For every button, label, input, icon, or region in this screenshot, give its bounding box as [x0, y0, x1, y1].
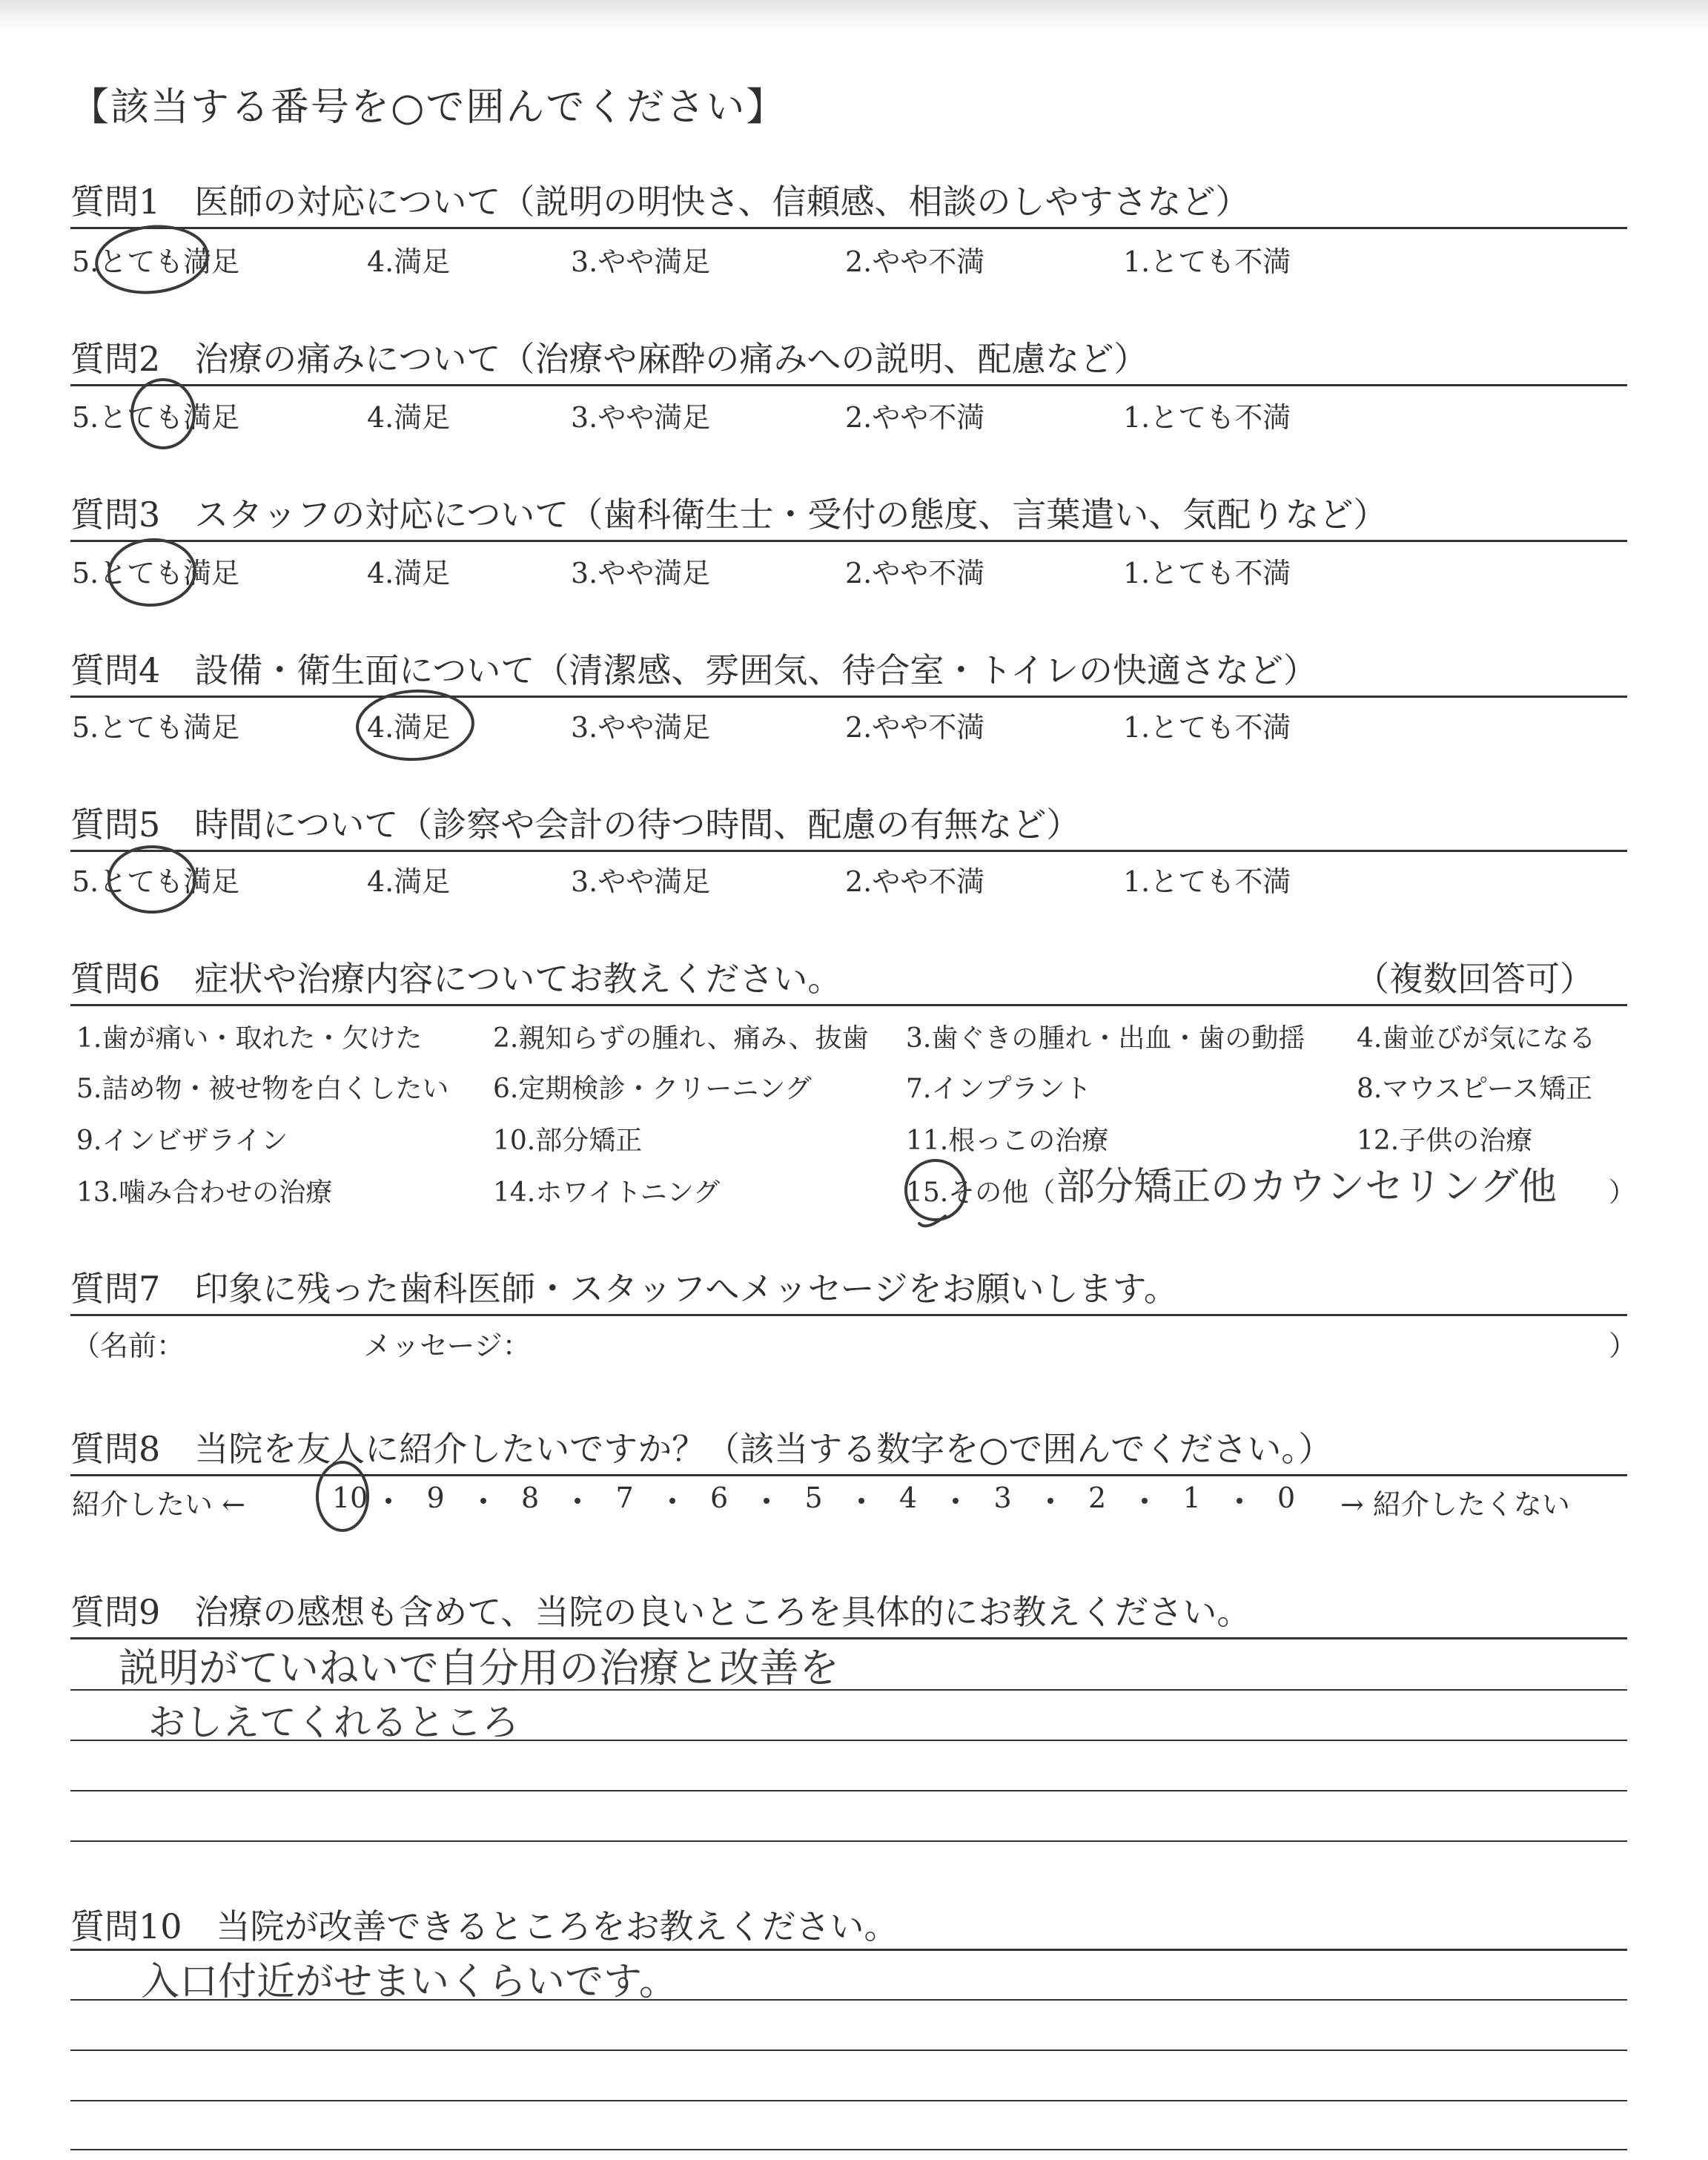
q3-option-5[interactable]: 5.とても満足 — [72, 557, 240, 589]
q6-option-4[interactable]: 4.歯並びが気になる — [1357, 1023, 1596, 1054]
q8-scale-separator — [669, 1498, 675, 1504]
q10-answer-line-1: 入口付近がせまいくらいです。 — [141, 1960, 678, 2004]
q5-option-1[interactable]: 1.とても不満 — [1123, 865, 1291, 898]
question-7-label: 質問7 印象に残った歯科医師・スタッフへメッセージをお願いします。 — [70, 1269, 1178, 1309]
q5-option-5[interactable]: 5.とても満足 — [72, 865, 240, 898]
q8-scale-separator — [764, 1498, 769, 1504]
q6-other-handwritten: 部分矯正のカウンセリング他 — [1056, 1165, 1557, 1209]
q6-other-close-paren: ） — [1609, 1178, 1636, 1208]
q8-right-label: → 紹介したくない — [1340, 1488, 1570, 1521]
q5-option-4[interactable]: 4.満足 — [367, 865, 451, 898]
q6-option-14[interactable]: 14.ホワイトニング — [493, 1178, 721, 1208]
q2-option-4[interactable]: 4.満足 — [367, 401, 451, 434]
q5-option-2[interactable]: 2.やや不満 — [845, 865, 985, 898]
q8-scale-1[interactable]: 1 — [1182, 1482, 1201, 1514]
q6-option-3[interactable]: 3.歯ぐきの腫れ・出血・歯の動揺 — [906, 1023, 1305, 1054]
q4-option-1[interactable]: 1.とても不満 — [1123, 711, 1291, 744]
question-10-label: 質問10 当院が改善できるところをお教えください。 — [70, 1906, 898, 1946]
q6-option-11[interactable]: 11.根っこの治療 — [906, 1126, 1109, 1156]
q6-option-8[interactable]: 8.マウスピース矯正 — [1357, 1074, 1593, 1104]
q8-scale-separator — [953, 1498, 959, 1504]
q8-scale-0[interactable]: 0 — [1277, 1482, 1296, 1514]
question-6-rule — [70, 1004, 1627, 1006]
question-7-rule — [70, 1314, 1627, 1316]
q8-left-label: 紹介したい ← — [72, 1488, 245, 1521]
q6-option-6[interactable]: 6.定期検診・クリーニング — [493, 1074, 812, 1104]
q6-option-5[interactable]: 5.詰め物・被せ物を白くしたい — [76, 1074, 449, 1104]
q6-option-1[interactable]: 1.歯が痛い・取れた・欠けた — [76, 1023, 423, 1054]
q1-option-1[interactable]: 1.とても不満 — [1123, 245, 1291, 278]
question-1-rule — [70, 227, 1627, 229]
question-8-rule — [70, 1474, 1627, 1476]
question-5-label: 質問5 時間について（診察や会計の待つ時間、配慮の有無など） — [70, 805, 1081, 845]
q6-option-2[interactable]: 2.親知らずの腫れ、痛み、抜歯 — [493, 1023, 869, 1054]
q7-message-label[interactable]: メッセージ： — [363, 1330, 531, 1362]
q8-scale-6[interactable]: 6 — [710, 1482, 729, 1514]
q8-scale-9[interactable]: 9 — [426, 1482, 445, 1514]
q8-scale-10[interactable]: 10 — [332, 1482, 368, 1514]
q4-option-3[interactable]: 3.やや満足 — [571, 711, 711, 744]
q3-option-2[interactable]: 2.やや不満 — [845, 557, 985, 589]
q10-line-1 — [70, 1949, 1627, 1951]
question-6-label: 質問6 症状や治療内容についてお教えください。 — [70, 959, 842, 999]
q10-line-2 — [70, 1999, 1627, 2001]
q8-scale-7[interactable]: 7 — [615, 1482, 634, 1514]
page-heading: 【該当する番号を○で囲んでください】 — [70, 85, 787, 130]
q2-option-1[interactable]: 1.とても不満 — [1123, 401, 1291, 434]
q4-option-5[interactable]: 5.とても満足 — [72, 711, 240, 744]
q9-answer-line-1: 説明がていねいで自分用の治療と改善を — [119, 1645, 839, 1691]
q8-scale-separator — [1237, 1498, 1242, 1504]
q3-option-1[interactable]: 1.とても不満 — [1123, 557, 1291, 589]
q3-option-4[interactable]: 4.満足 — [367, 557, 451, 589]
question-4-rule — [70, 696, 1627, 698]
question-4-label: 質問4 設備・衛生面について（清潔感、雰囲気、待合室・トイレの快適さなど） — [70, 650, 1318, 690]
q10-line-5 — [70, 2149, 1627, 2150]
q8-scale-separator — [385, 1498, 391, 1504]
q4-option-4[interactable]: 4.満足 — [367, 711, 451, 744]
question-3-rule — [70, 540, 1627, 542]
q8-scale-2[interactable]: 2 — [1088, 1482, 1107, 1514]
q6-option-10[interactable]: 10.部分矯正 — [493, 1126, 643, 1156]
q10-line-3 — [70, 2050, 1627, 2051]
q1-option-5[interactable]: 5.とても満足 — [72, 245, 240, 278]
q8-scale-5[interactable]: 5 — [804, 1482, 823, 1514]
q9-line-3 — [70, 1740, 1627, 1741]
q4-option-2[interactable]: 2.やや不満 — [845, 711, 985, 744]
q1-option-2[interactable]: 2.やや不満 — [845, 245, 985, 278]
q9-line-1 — [70, 1637, 1627, 1639]
q6-option-9[interactable]: 9.インビザライン — [76, 1126, 288, 1156]
q2-option-5[interactable]: 5.とても満足 — [72, 401, 240, 434]
q7-close-paren: ） — [1609, 1330, 1638, 1362]
q6-option-7[interactable]: 7.インプラント — [906, 1074, 1092, 1104]
q6-circle-tail — [919, 1216, 945, 1226]
q6-option-12[interactable]: 12.子供の治療 — [1357, 1126, 1533, 1156]
scan-top-edge — [0, 0, 1708, 30]
q9-line-5 — [70, 1840, 1627, 1842]
q7-name-label[interactable]: （名前： — [72, 1330, 185, 1362]
q5-option-3[interactable]: 3.やや満足 — [571, 865, 711, 898]
q8-scale-3[interactable]: 3 — [993, 1482, 1012, 1514]
q9-answer-line-2: おしえてくれるところ — [148, 1701, 519, 1744]
q6-option-13[interactable]: 13.噛み合わせの治療 — [76, 1178, 333, 1208]
question-6-note: （複数回答可） — [1355, 959, 1594, 999]
q8-scale-separator — [1142, 1498, 1148, 1504]
q10-line-4 — [70, 2100, 1627, 2101]
question-8-label: 質問8 当院を友人に紹介したいですか？（該当する数字を○で囲んでください。） — [70, 1429, 1333, 1469]
q6-option-15[interactable]: 15.その他（ — [906, 1178, 1056, 1208]
q1-option-4[interactable]: 4.満足 — [367, 245, 451, 278]
question-1-label: 質問1 医師の対応について（説明の明快さ、信頼感、相談のしやすさなど） — [70, 182, 1250, 222]
question-3-label: 質問3 スタッフの対応について（歯科衛生士・受付の態度、言葉遣い、気配りなど） — [70, 495, 1388, 535]
q9-line-4 — [70, 1790, 1627, 1791]
q8-scale-separator — [1047, 1498, 1053, 1504]
q3-option-3[interactable]: 3.やや満足 — [571, 557, 711, 589]
q1-option-3[interactable]: 3.やや満足 — [571, 245, 711, 278]
q8-scale-separator — [858, 1498, 864, 1504]
q8-scale-separator — [575, 1498, 580, 1504]
q8-scale-8[interactable]: 8 — [521, 1482, 540, 1514]
q9-line-2 — [70, 1689, 1627, 1691]
question-2-rule — [70, 384, 1627, 386]
q8-scale-4[interactable]: 4 — [899, 1482, 918, 1514]
q2-option-2[interactable]: 2.やや不満 — [845, 401, 985, 434]
question-9-label: 質問9 治療の感想も含めて、当院の良いところを具体的にお教えください。 — [70, 1592, 1251, 1632]
question-5-rule — [70, 850, 1627, 852]
q2-option-3[interactable]: 3.やや満足 — [571, 401, 711, 434]
q8-scale-separator — [480, 1498, 486, 1504]
question-2-label: 質問2 治療の痛みについて（治療や麻酔の痛みへの説明、配慮など） — [70, 339, 1148, 379]
